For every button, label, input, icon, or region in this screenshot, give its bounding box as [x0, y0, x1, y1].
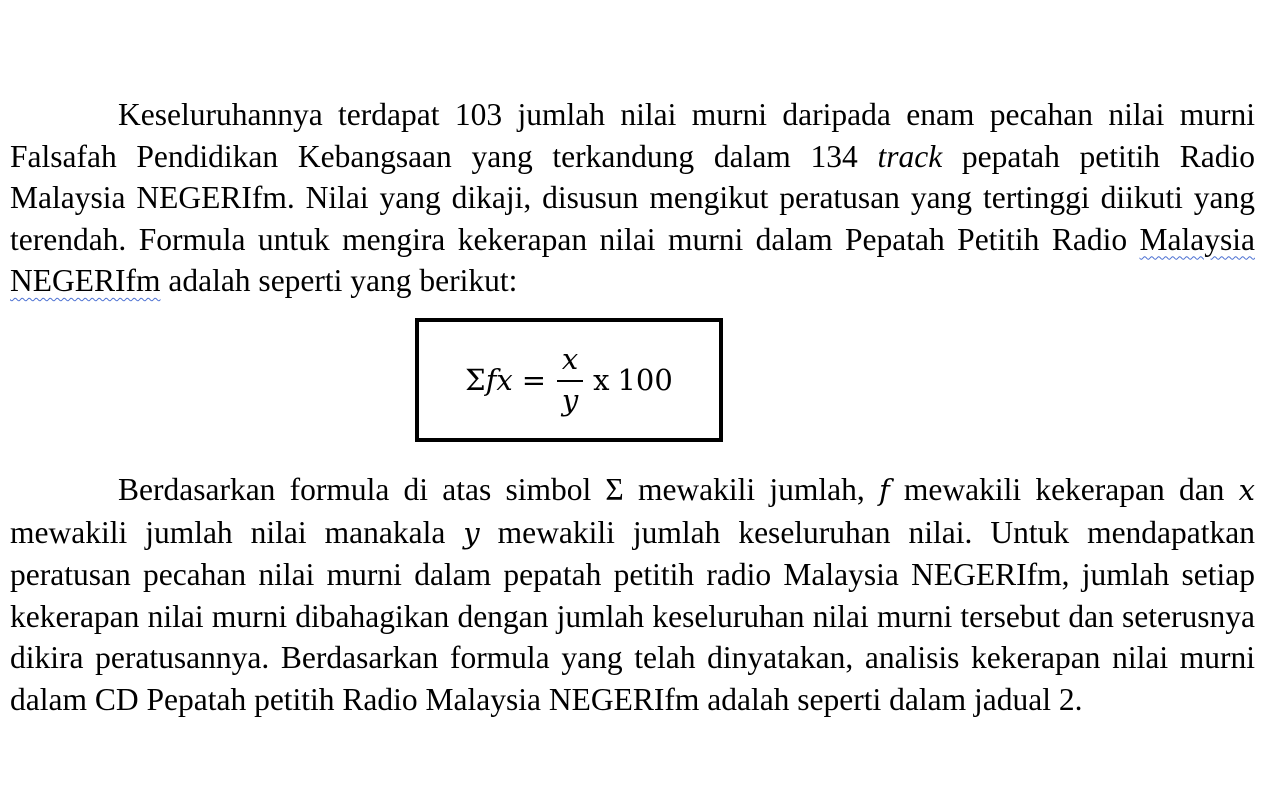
- formula-x: x: [496, 363, 513, 397]
- explanation-text-4: mewakili jumlah keseluruhan nilai. Untuk mendapatkan peratusan pecahan nilai murni dalam pepatah petitih radio Malaysia NEGERIfm, jumlah setiap kekerapan nilai murni dibahagikan dengan jumlah keseluruhan nilai murni tersebut dan seterusnya dikira peratusannya. Berdasarkan formula yang telah dinyatakan, analisis kekerapan nilai murni dalam CD Pepatah petitih Radio Malaysia NEGERIfm adalah seperti dalam jadual 2.: [10, 514, 1256, 717]
- var-y: y: [463, 515, 480, 550]
- intro-text-3: adalah seperti yang berikut:: [160, 263, 518, 298]
- formula-fraction: [557, 342, 583, 417]
- spellcheck-underlined-text[interactable]: Malaysia NEGERIfm: [10, 221, 1255, 298]
- formula-equals: =: [521, 363, 547, 397]
- frequency-formula: [419, 322, 719, 438]
- intro-text-1: Keseluruhannya terdapat 103 jumlah nilai murni daripada enam pecahan nilai murni Falsafah Pendidikan Kebangsaan yang terkandung dalam 134: [10, 97, 1255, 174]
- explanation-text-2: mewakili kekerapan dan: [889, 472, 1239, 507]
- formula-times: x: [593, 363, 610, 397]
- formula-box: [415, 318, 723, 442]
- explanation-text-1: Berdasarkan formula di atas simbol Σ mewakili jumlah,: [118, 472, 879, 507]
- formula-sigma: Σ: [465, 363, 486, 397]
- document-page: [10, 94, 1256, 717]
- var-f: f: [878, 473, 890, 507]
- explanation-text-3: mewakili jumlah nilai manakala: [10, 514, 464, 550]
- formula-constant: 100: [617, 363, 673, 397]
- explanation-paragraph: [10, 469, 1255, 720]
- track-word: track: [877, 138, 943, 174]
- fraction-bar: [557, 380, 583, 382]
- formula-f: f: [485, 363, 497, 397]
- intro-text-2: pepatah petitih Radio Malaysia NEGERIfm. Nilai yang dikaji, disusun mengikut peratusan yang tertinggi diikuti yang terendah. Formula untuk mengira kekerapan nilai murni dalam Pepatah Petitih Radio: [10, 138, 1255, 257]
- fraction-numerator: x: [561, 342, 579, 376]
- var-x: x: [1238, 473, 1255, 507]
- intro-paragraph: [10, 94, 1255, 302]
- fraction-denominator: y: [561, 383, 579, 417]
